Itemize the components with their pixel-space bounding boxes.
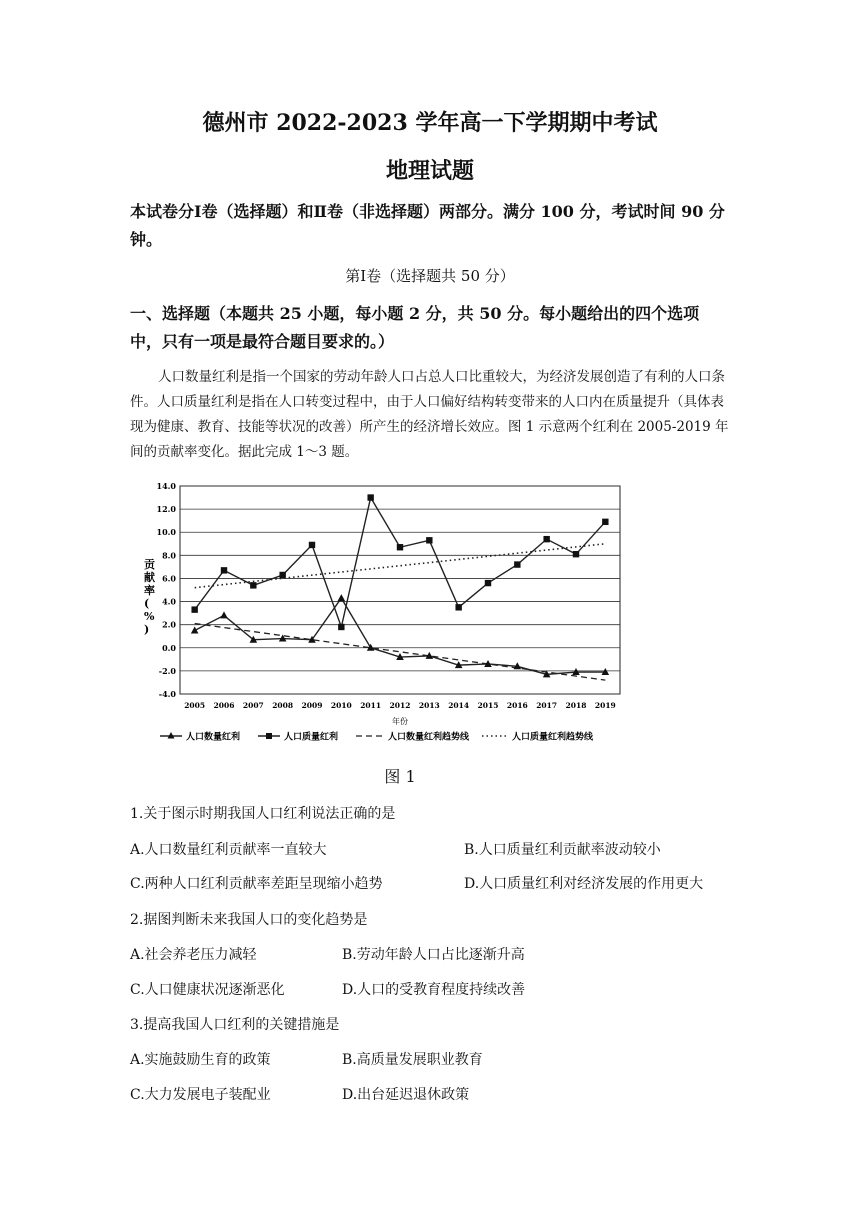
y-axis-label: 贡献率( % ) (144, 558, 155, 636)
x-tick-label: 2010 (330, 701, 352, 710)
x-tick-label: 2012 (389, 701, 411, 710)
exam-notice: 本试卷分Ⅰ卷（选择题）和Ⅱ卷（非选择题）两部分。满分 100 分，考试时间 90 分钟。 (130, 202, 725, 249)
y-tick-label: 14.0 (156, 481, 176, 491)
x-tick-label: 2018 (565, 701, 587, 710)
y-tick-label: -2.0 (158, 665, 176, 676)
section-heading: 一、选择题（本题共 25 小题，每小题 2 分，共 50 分。每小题给出的四个选项中，只有一项是最符合题目要求的。） (130, 304, 700, 351)
y-tick-label: 10.0 (156, 527, 176, 538)
question-3-option-d: D.出台延迟退休政策 (342, 1087, 470, 1103)
x-tick-label: 2009 (301, 701, 323, 710)
y-tick-label: 6.0 (162, 573, 176, 584)
quantity-trendline (195, 624, 606, 681)
part-heading: 第Ⅰ卷（选择题共 50 分） (345, 267, 515, 285)
question-2-option-c: C.人口健康状况逐渐恶化 (130, 982, 285, 998)
question-3-option-b: B.高质量发展职业教育 (342, 1052, 483, 1068)
intro-paragraph (130, 365, 730, 465)
quality-point (602, 519, 608, 525)
quantity-point (220, 611, 228, 618)
question-2-option-d: D.人口的受教育程度持续改善 (342, 982, 526, 998)
question-1-option-a: A.人口数量红利贡献率一直较大 (130, 842, 327, 858)
x-tick-label: 2015 (477, 701, 499, 710)
quality-point (573, 551, 579, 557)
legend-quantity-trend-label: 人口数量红利趋势线 (388, 732, 470, 743)
quantity-point (191, 626, 199, 633)
figure-caption: 图 1 (384, 767, 416, 786)
question-1-option-c: C.两种人口红利贡献率差距呈现缩小趋势 (130, 876, 383, 892)
intro-text: 人口数量红利是指一个国家的劳动年龄人口占总人口比重较大，为经济发展创造了有利的人口条件。人口质量红利是指在人口转变过程中，由于人口偏好结构转变带来的人口内在质量提升（具体表现为健康、教育、技能等状况的改善）所产生的经济增长效应。图 1 示意两个红利在 2005-2019 年间的贡献率变化。据此完成 1～3 题。 (130, 369, 729, 460)
y-tick-label: -4.0 (158, 689, 176, 699)
x-axis-label: 年份 (392, 717, 408, 726)
quality-point (191, 606, 197, 612)
legend-quantity-marker (168, 732, 175, 739)
x-tick-label: 2011 (360, 701, 382, 710)
quality-point (250, 582, 256, 588)
quality-point (367, 494, 373, 500)
quality-point (397, 544, 403, 550)
legend-quality-trend-label: 人口质量红利趋势线 (512, 732, 594, 743)
x-tick-label: 2006 (213, 701, 235, 710)
y-tick-label: 2.0 (162, 619, 176, 630)
quality-point (543, 536, 549, 542)
question-1-stem: 1.关于图示时期我国人口红利说法正确的是 (130, 806, 396, 822)
y-tick-label: 4.0 (162, 596, 176, 607)
legend-quality-label: 人口质量红利 (284, 732, 339, 743)
quality-series-line (195, 498, 606, 627)
quality-point (426, 537, 432, 543)
quality-point (455, 604, 461, 610)
quantity-point (338, 594, 346, 601)
y-tick-label: 0.0 (162, 642, 176, 653)
quantity-series-line (195, 598, 606, 674)
quality-point (221, 567, 227, 573)
question-3-option-a: A.实施鼓励生育的政策 (130, 1052, 271, 1068)
exam-title: 德州市 2022-2023 学年高一下学期期中考试 (202, 110, 658, 136)
x-tick-label: 2017 (536, 701, 558, 710)
question-1-option-b: B.人口质量红利贡献率波动较小 (464, 842, 661, 858)
quality-point (514, 561, 520, 567)
x-tick-label: 2014 (448, 701, 470, 710)
x-tick-label: 2016 (506, 701, 528, 710)
question-3-stem: 3.提高我国人口红利的关键措施是 (130, 1017, 340, 1033)
y-tick-label: 8.0 (162, 550, 176, 561)
quality-point (485, 580, 491, 586)
question-2-option-a: A.社会养老压力减轻 (130, 947, 257, 963)
question-2-stem: 2.据图判断未来我国人口的变化趋势是 (130, 912, 368, 928)
quality-point (309, 542, 315, 548)
quality-point (338, 624, 344, 630)
plot-frame (180, 486, 620, 694)
legend-quality-marker (266, 733, 272, 739)
x-tick-label: 2019 (594, 701, 616, 710)
x-tick-label: 2013 (418, 701, 440, 710)
population-dividend-chart (130, 478, 640, 750)
legend-quantity-label: 人口数量红利 (186, 732, 241, 743)
exam-subject: 地理试题 (385, 158, 474, 184)
x-tick-label: 2007 (242, 701, 264, 710)
question-1-option-d: D.人口质量红利对经济发展的作用更大 (464, 876, 704, 892)
y-tick-label: 12.0 (156, 504, 176, 515)
question-2-option-b: B.劳动年龄人口占比逐渐升高 (342, 947, 525, 963)
question-3-option-c: C.大力发展电子装配业 (130, 1087, 271, 1103)
x-tick-label: 2008 (272, 701, 294, 710)
x-tick-label: 2005 (184, 701, 206, 710)
quality-point (279, 572, 285, 578)
